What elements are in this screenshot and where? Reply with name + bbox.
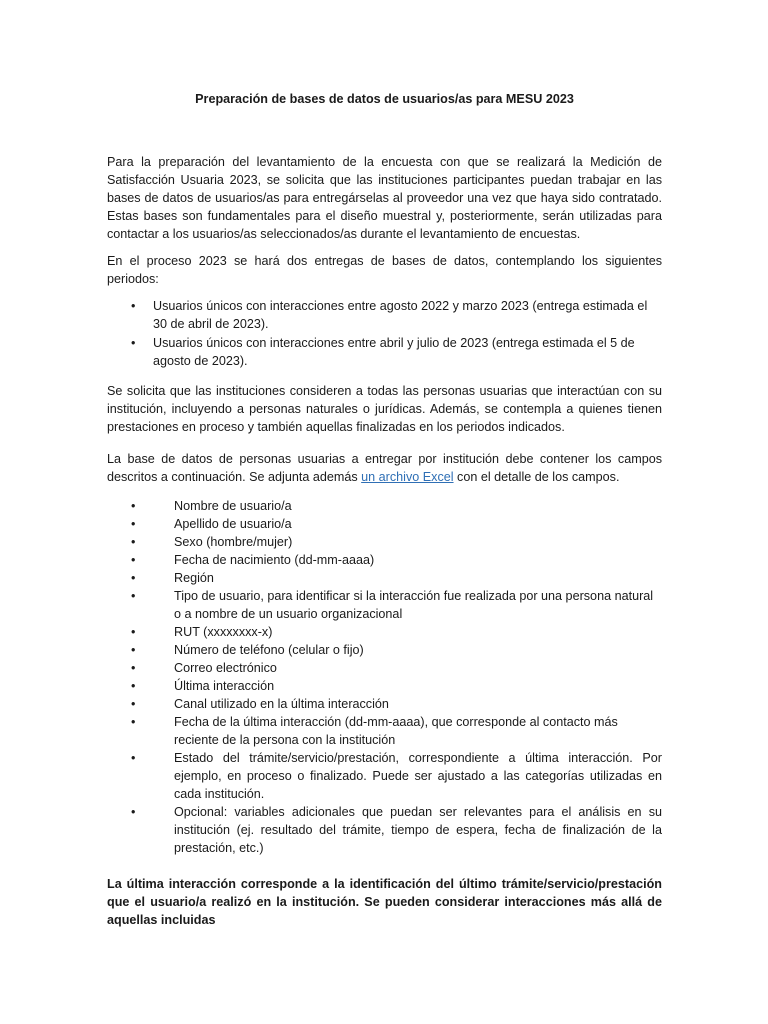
period-text: Usuarios únicos con interacciones entre abril y julio de 2023 (entrega estimada el 5 de agosto de 2023).: [153, 336, 635, 368]
field-text: Tipo de usuario, para identificar si la interacción fue realizada por una persona natural o a nombre de un usuario organizacional: [174, 589, 654, 621]
database-paragraph: [107, 450, 662, 486]
field-text: Estado del trámite/servicio/prestación, correspondiente a última interacción. Por ejemplo, en proceso o finalizado. Puede ser ajustado a las categorías utilizadas en cada institución.: [174, 751, 662, 801]
bullet-icon: •: [131, 805, 136, 819]
list-item: [107, 515, 662, 533]
field-text: Número de teléfono (celular o fijo): [174, 643, 364, 657]
bullet-icon: •: [131, 535, 136, 549]
final-paragraph: La última interacción corresponde a la identificación del último trámite/servicio/prestación que el usuario/a realizó en la institución. Se pueden considerar interacciones más allá de aquellas incluidas: [107, 877, 662, 927]
database-text: La base de datos de personas usuarias a entregar por institución debe contener los campos descritos a continuación. Se adjunta además: [107, 452, 662, 484]
process-paragraph: En el proceso 2023 se hará dos entregas de bases de datos, contemplando los siguientes periodos:: [107, 254, 662, 286]
bullet-icon: •: [131, 299, 136, 313]
list-item: [107, 713, 662, 749]
field-text: Fecha de nacimiento (dd-mm-aaaa): [174, 553, 375, 567]
document-page: [107, 90, 662, 929]
bullet-icon: •: [131, 715, 136, 729]
list-item: [107, 297, 662, 333]
consider-paragraph: Se solicita que las instituciones consideren a todas las personas usuarias que interactúan con su institución, incluyendo a personas naturales o jurídicas. Además, se contempla a quienes tienen prestaciones en proceso y también aquellas finalizadas en los periodos indicados.: [107, 384, 662, 434]
field-text: Nombre de usuario/a: [174, 499, 292, 513]
bullet-icon: •: [131, 589, 136, 603]
period-text: Usuarios únicos con interacciones entre agosto 2022 y marzo 2023 (entrega estimada el 30 de abril de 2023).: [153, 299, 648, 331]
list-item: [107, 623, 662, 641]
intro-paragraph: Para la preparación del levantamiento de la encuesta con que se realizará la Medición de Satisfacción Usuaria 2023, se solicita que las instituciones participantes puedan trabajar en las bases de datos de usuarios/as para entregárselas al proveedor una vez que haya sido contratado. Estas bases son fundamentales para el diseño muestral y, posteriormente, serán utilizadas para contactar a los usuarios/as seleccionados/as durante el levantamiento de encuestas.: [107, 155, 662, 241]
list-item: [107, 803, 662, 857]
list-item: [107, 551, 662, 569]
list-item: [107, 497, 662, 515]
list-item: [107, 569, 662, 587]
field-text: Opcional: variables adicionales que puedan ser relevantes para el análisis en su institución (ej. resultado del trámite, tiempo de espera, fecha de finalización de la prestación, etc.): [174, 805, 662, 855]
bullet-icon: •: [131, 553, 136, 567]
field-text: Sexo (hombre/mujer): [174, 535, 293, 549]
fields-list: [107, 497, 662, 857]
field-text: Correo electrónico: [174, 661, 277, 675]
bullet-icon: •: [131, 517, 136, 531]
bullet-icon: •: [131, 336, 136, 350]
list-item: [107, 695, 662, 713]
periods-list: [107, 297, 662, 370]
bullet-icon: •: [131, 571, 136, 585]
field-text: Canal utilizado en la última interacción: [174, 697, 389, 711]
field-text: Fecha de la última interacción (dd-mm-aaaa), que corresponde al contacto más reciente de la persona con la institución: [174, 715, 618, 747]
document-title: Preparación de bases de datos de usuarios/as para MESU 2023: [195, 92, 574, 106]
list-item: [107, 749, 662, 803]
bullet-icon: •: [131, 643, 136, 657]
bullet-icon: •: [131, 751, 136, 765]
field-text: Última interacción: [174, 679, 275, 693]
bullet-icon: •: [131, 697, 136, 711]
list-item: [107, 641, 662, 659]
bullet-icon: •: [131, 625, 136, 639]
list-item: [107, 533, 662, 551]
list-item: [107, 334, 662, 370]
field-text: Región: [174, 571, 214, 585]
excel-file-link[interactable]: un archivo Excel: [361, 470, 454, 484]
bullet-icon: •: [131, 661, 136, 675]
database-text-end: con el detalle de los campos.: [453, 470, 620, 484]
list-item: [107, 677, 662, 695]
field-text: RUT (xxxxxxxx-x): [174, 625, 273, 639]
bullet-icon: •: [131, 679, 136, 693]
list-item: [107, 659, 662, 677]
list-item: [107, 587, 662, 623]
bullet-icon: •: [131, 499, 136, 513]
field-text: Apellido de usuario/a: [174, 517, 292, 531]
